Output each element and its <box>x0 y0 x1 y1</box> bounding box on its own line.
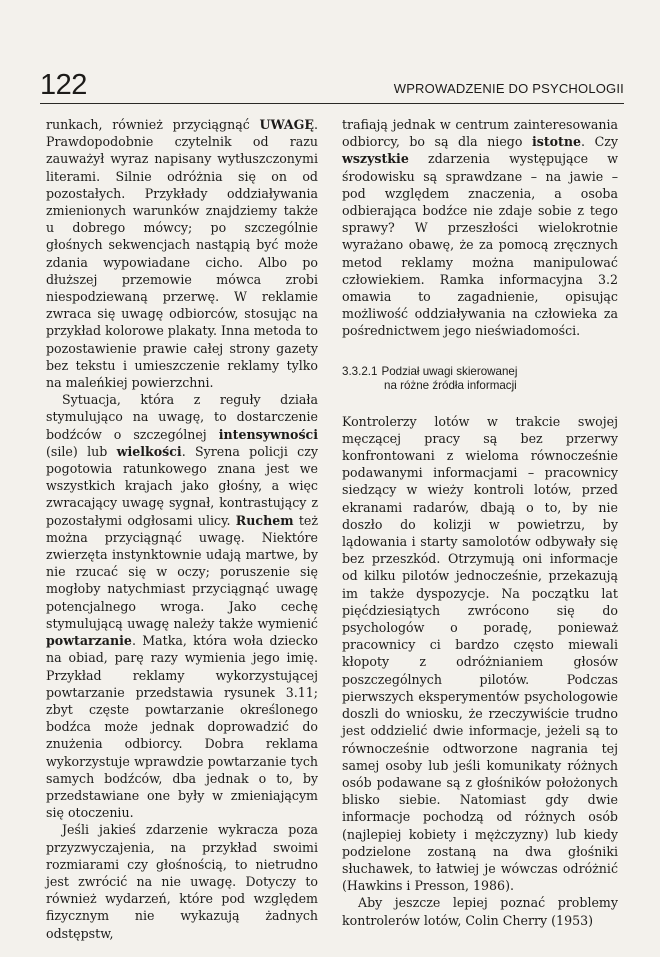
bold-term-intensywnosci: intensywności <box>218 426 318 442</box>
bold-term-powtarzanie: powtarzanie <box>46 633 132 649</box>
section-subheading <box>342 365 618 393</box>
bold-term-istotne: istotne <box>531 134 582 150</box>
page-header <box>40 68 624 108</box>
subheading-line-2: na różne źródła informacji <box>384 378 517 392</box>
bold-term-ruchem: Ruchem <box>235 512 294 528</box>
text-run: trafiają jednak w centrum zainteresowania odbiorcy, bo są dla niego <box>342 117 618 150</box>
right-column <box>342 116 618 929</box>
page-number: 122 <box>40 69 87 101</box>
text-run: . Matka, która woła dziecko na obiad, parę razy wymienia jego imię. Przykład reklamy wykorzystującej powtarzanie przedstawia rysunek 3.11; zbyt częste powtarzanie określonego bodźca może jednak doprowadzić do znużenia odbiorcy. Dobra reklama wykorzystuje wprawdzie powtarzanie tych samych bodźców, dba jednak o to, by przedstawiane one były w zmieniającym się otoczeniu. <box>46 633 318 821</box>
text-run: Sytuacja, która z reguły działa stymulująco na uwagę, to dostarczenie bodźców o szczególnej <box>46 392 318 442</box>
text-run: też można przyciągnąć uwagę. Niektóre zwierzęta instynktownie udają martwe, by nie rzucać się w oczy; poruszenie się mogłoby natychmiast przyciągnąć uwagę potencjalnego wroga. Jako cechę stymulującą uwagę należy także wymienić <box>46 512 318 631</box>
text-run: . Syrena policji czy pogotowia ratunkowego znana jest we wszystkich krajach jako głośny, a więc zwracający uwagę sygnał, kontrastujący z pozostałymi odgłosami ulicy. <box>46 443 318 528</box>
right-paragraph-2 <box>342 413 618 895</box>
text-run: Aby jeszcze lepiej poznać problemy kontrolerów lotów, Colin Cherry (1953) <box>342 895 618 928</box>
text-run: . Prawdopodobnie czytelnik od razu zauważył wyraz napisany wytłuszczonymi literami. Silnie odróżnia się on od pozostałych. Przykłady oddziaływania zmienionych warunków znajdziemy także u dobrego mówcy; po szczególnie głośnych sekwencjach nastąpią być może zdania wypowiadane cicho. Albo po dłuższej przemowie mówca zrobi niespodziewaną przerwę. W reklamie zwraca się uwagę odbiorców, stosując na przykład kolorowe plakaty. Inna metoda to pozostawienie prawie całej strony gazety bez tekstu i umieszczenie reklamy tylko na maleńkiej powierzchni. <box>46 117 318 391</box>
left-column <box>46 116 318 942</box>
subheading-number: 3.3.2.1 <box>342 364 378 378</box>
bold-term-wielkosci: wielkości <box>116 443 182 459</box>
text-run: Jeśli jakieś zdarzenie wykracza poza przyzwyczajenia, na przykład swoimi rozmiarami czy głośnością, to nietrudno jest zwrócić na nie uwagę. Dotyczy to również wydarzeń, które pod względem fizycznym nie wykazują żadnych odstępstw, <box>46 822 318 941</box>
left-paragraph-2 <box>46 391 318 821</box>
header-rule <box>40 103 624 104</box>
right-paragraph-3 <box>342 894 618 928</box>
text-run: zdarzenia występujące w środowisku są sprawdzane – na jawie – pod względem znaczenia, a osoba odbierająca bodźce nie zdaje sobie z tego sprawy? W przeszłości wielokrotnie wyrażano obawę, że za pomocą zręcznych metod reklamy można manipulować człowiekiem. Ramka informacyjna 3.2 omawia to zagadnienie, opisując możliwość oddziaływania na człowieka za pośrednictwem jego nieświadomości. <box>342 151 618 339</box>
text-run: (sile) lub <box>46 443 117 459</box>
left-paragraph-1 <box>46 116 318 391</box>
text-run: . Czy <box>581 134 618 150</box>
running-head: WPROWADZENIE DO PSYCHOLOGII <box>393 81 624 96</box>
bold-term-uwage: UWAGĘ <box>259 117 314 132</box>
right-paragraph-1 <box>342 116 618 340</box>
subheading-line-1: Podział uwagi skierowanej <box>381 364 518 378</box>
text-run: Kontrolerzy lotów w trakcie swojej męczącej pracy są bez przerwy konfrontowani z wieloma równocześnie podawanymi informacjami – pracownicy siedzący w wieży kontroli lotów, przed ekranami radarów, dbają o to, by nie doszło do kolizji w powietrzu, by lądowania i starty samolotów odbywały się bez przeszkód. Otrzymują oni informacje od kilku pilotów jednocześnie, przekazują im także dyspozycje. Na początku lat pięćdziesiątych zwrócono się do psychologów o poradę, ponieważ pracownicy ci bardzo często miewali kłopoty z odróżnianiem głosów poszczególnych pilotów. Podczas pierwszych eksperymentów psychologowie doszli do wniosku, że rzeczywiście trudno jest oddzielić dwie informacje, jeżeli są to równocześnie odtworzone nagrania tej samej osoby lub jeśli komunikaty różnych osób podawane są z głośników położonych blisko siebie. Natomiast gdy dwie informacje pochodzą od różnych osób (najlepiej kobiety i mężczyzny) lub kiedy podzielone zostaną na dwa głośniki słuchawek, to łatwiej je wówczas odróżnić (Hawkins i Presson, 1986). <box>342 413 618 894</box>
left-paragraph-3 <box>46 821 318 941</box>
text-run: runkach, również przyciągnąć <box>46 117 260 132</box>
bold-term-wszystkie: wszystkie <box>342 151 409 167</box>
